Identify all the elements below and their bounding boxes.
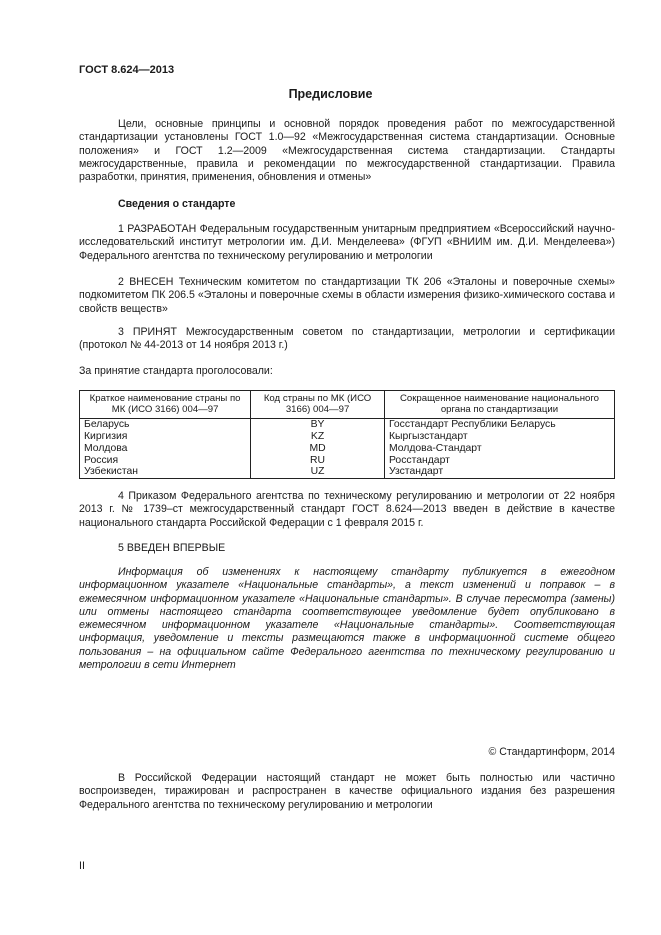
vote-text: За принятие стандарта проголосовали: xyxy=(79,365,273,377)
country-name: Узбекистан xyxy=(80,466,251,478)
table-row xyxy=(80,431,615,443)
country-name: Россия xyxy=(80,454,251,466)
section-title: Сведения о стандарте xyxy=(118,198,236,210)
country-name: Беларусь xyxy=(80,419,251,431)
item-adopted: 3 ПРИНЯТ Межгосударственным советом по стандартизации, метрологии и сертификации (протокол № 44-2013 от 14 ноября 2013 г.) xyxy=(79,326,615,352)
country-code: KZ xyxy=(251,431,385,443)
standards-body: Росстандарт xyxy=(384,454,614,466)
standards-body: Узстандарт xyxy=(384,466,614,478)
column-header-country: Краткое наименование страны по МК (ИСО 3166) 004—97 xyxy=(80,391,251,419)
standards-body: Кыргызстандарт xyxy=(384,431,614,443)
column-header-body: Сокращенное наименование национального органа по стандартизации xyxy=(384,391,614,419)
table-row xyxy=(80,419,615,431)
copyright: © Стандартинформ, 2014 xyxy=(488,746,615,758)
document-header: ГОСТ 8.624—2013 xyxy=(79,64,175,76)
country-code: RU xyxy=(251,454,385,466)
intro-paragraph: Цели, основные принципы и основной порядок проведения работ по межгосударственной стандартизации установлены ГОСТ 1.0—92 «Межгосударственная система стандартизации. Основные положения» и ГОСТ 1.2—2009 «Межгосударственная система стандартизации. Стандарты межгосударственные, правила и рекомендации по межгосударственной стандартизации. Правила разработки, принятия, применения, обновления и отмены» xyxy=(79,118,615,184)
table-header-row xyxy=(80,391,615,419)
page-number: II xyxy=(79,860,85,872)
info-paragraph: Информация об изменениях к настоящему стандарту публикуется в ежегодном информационном указателе «Национальные стандарты», а текст изменений и поправок – в ежемесячном информационном указателе «Национальные стандарты». В случае пересмотра (замены) или отмены настоящего стандарта соответствующее уведомление будет опубликовано в ежемесячном информационном указателе «Национальные стандарты». Соответствующая информация, уведомление и тексты размещаются также в информационной системе общего пользования – на официальном сайте Федерального агентства по техническому регулированию и метрологии в сети Интернет xyxy=(79,566,615,672)
country-code: UZ xyxy=(251,466,385,478)
item-developed: 1 РАЗРАБОТАН Федеральным государственным унитарным предприятием «Всероссийский научно-исследовательский институт метрологии им. Д.И. Менделеева» (ФГУП «ВНИИМ им. Д.И. Менделеева») Федерального агентства по техническому регулированию и метрологии xyxy=(79,223,615,262)
country-name: Молдова xyxy=(80,443,251,455)
country-name: Киргизия xyxy=(80,431,251,443)
voting-countries-table xyxy=(79,390,615,479)
table-row xyxy=(80,443,615,455)
item-enacted: 4 Приказом Федерального агентства по техническому регулированию и метрологии от 22 ноября 2013 г. № 1739–ст межгосударственный стандарт ГОСТ 8.624—2013 введен в действие в качестве национального стандарта Российской Федерации с 1 февраля 2015 г. xyxy=(79,490,615,529)
item-submitted: 2 ВНЕСЕН Техническим комитетом по стандартизации ТК 206 «Эталоны и поверочные схемы» подкомитетом ПК 206.5 «Эталоны и поверочные схемы в области измерения физико-химического состава и свойств веществ» xyxy=(79,276,615,315)
table-row xyxy=(80,454,615,466)
table-row xyxy=(80,466,615,478)
item-first-introduced: 5 ВВЕДЕН ВПЕРВЫЕ xyxy=(118,542,226,554)
standards-body: Госстандарт Республики Беларусь xyxy=(384,419,614,431)
rights-paragraph: В Российской Федерации настоящий стандарт не может быть полностью или частично воспроизведен, тиражирован и распространен в качестве официального издания без разрешения Федерального агентства по техническому регулированию и метрологии xyxy=(79,772,615,811)
country-code: MD xyxy=(251,443,385,455)
country-code: BY xyxy=(251,419,385,431)
page-title: Предисловие xyxy=(288,87,373,101)
column-header-code: Код страны по МК (ИСО 3166) 004—97 xyxy=(251,391,385,419)
standards-body: Молдова-Стандарт xyxy=(384,443,614,455)
